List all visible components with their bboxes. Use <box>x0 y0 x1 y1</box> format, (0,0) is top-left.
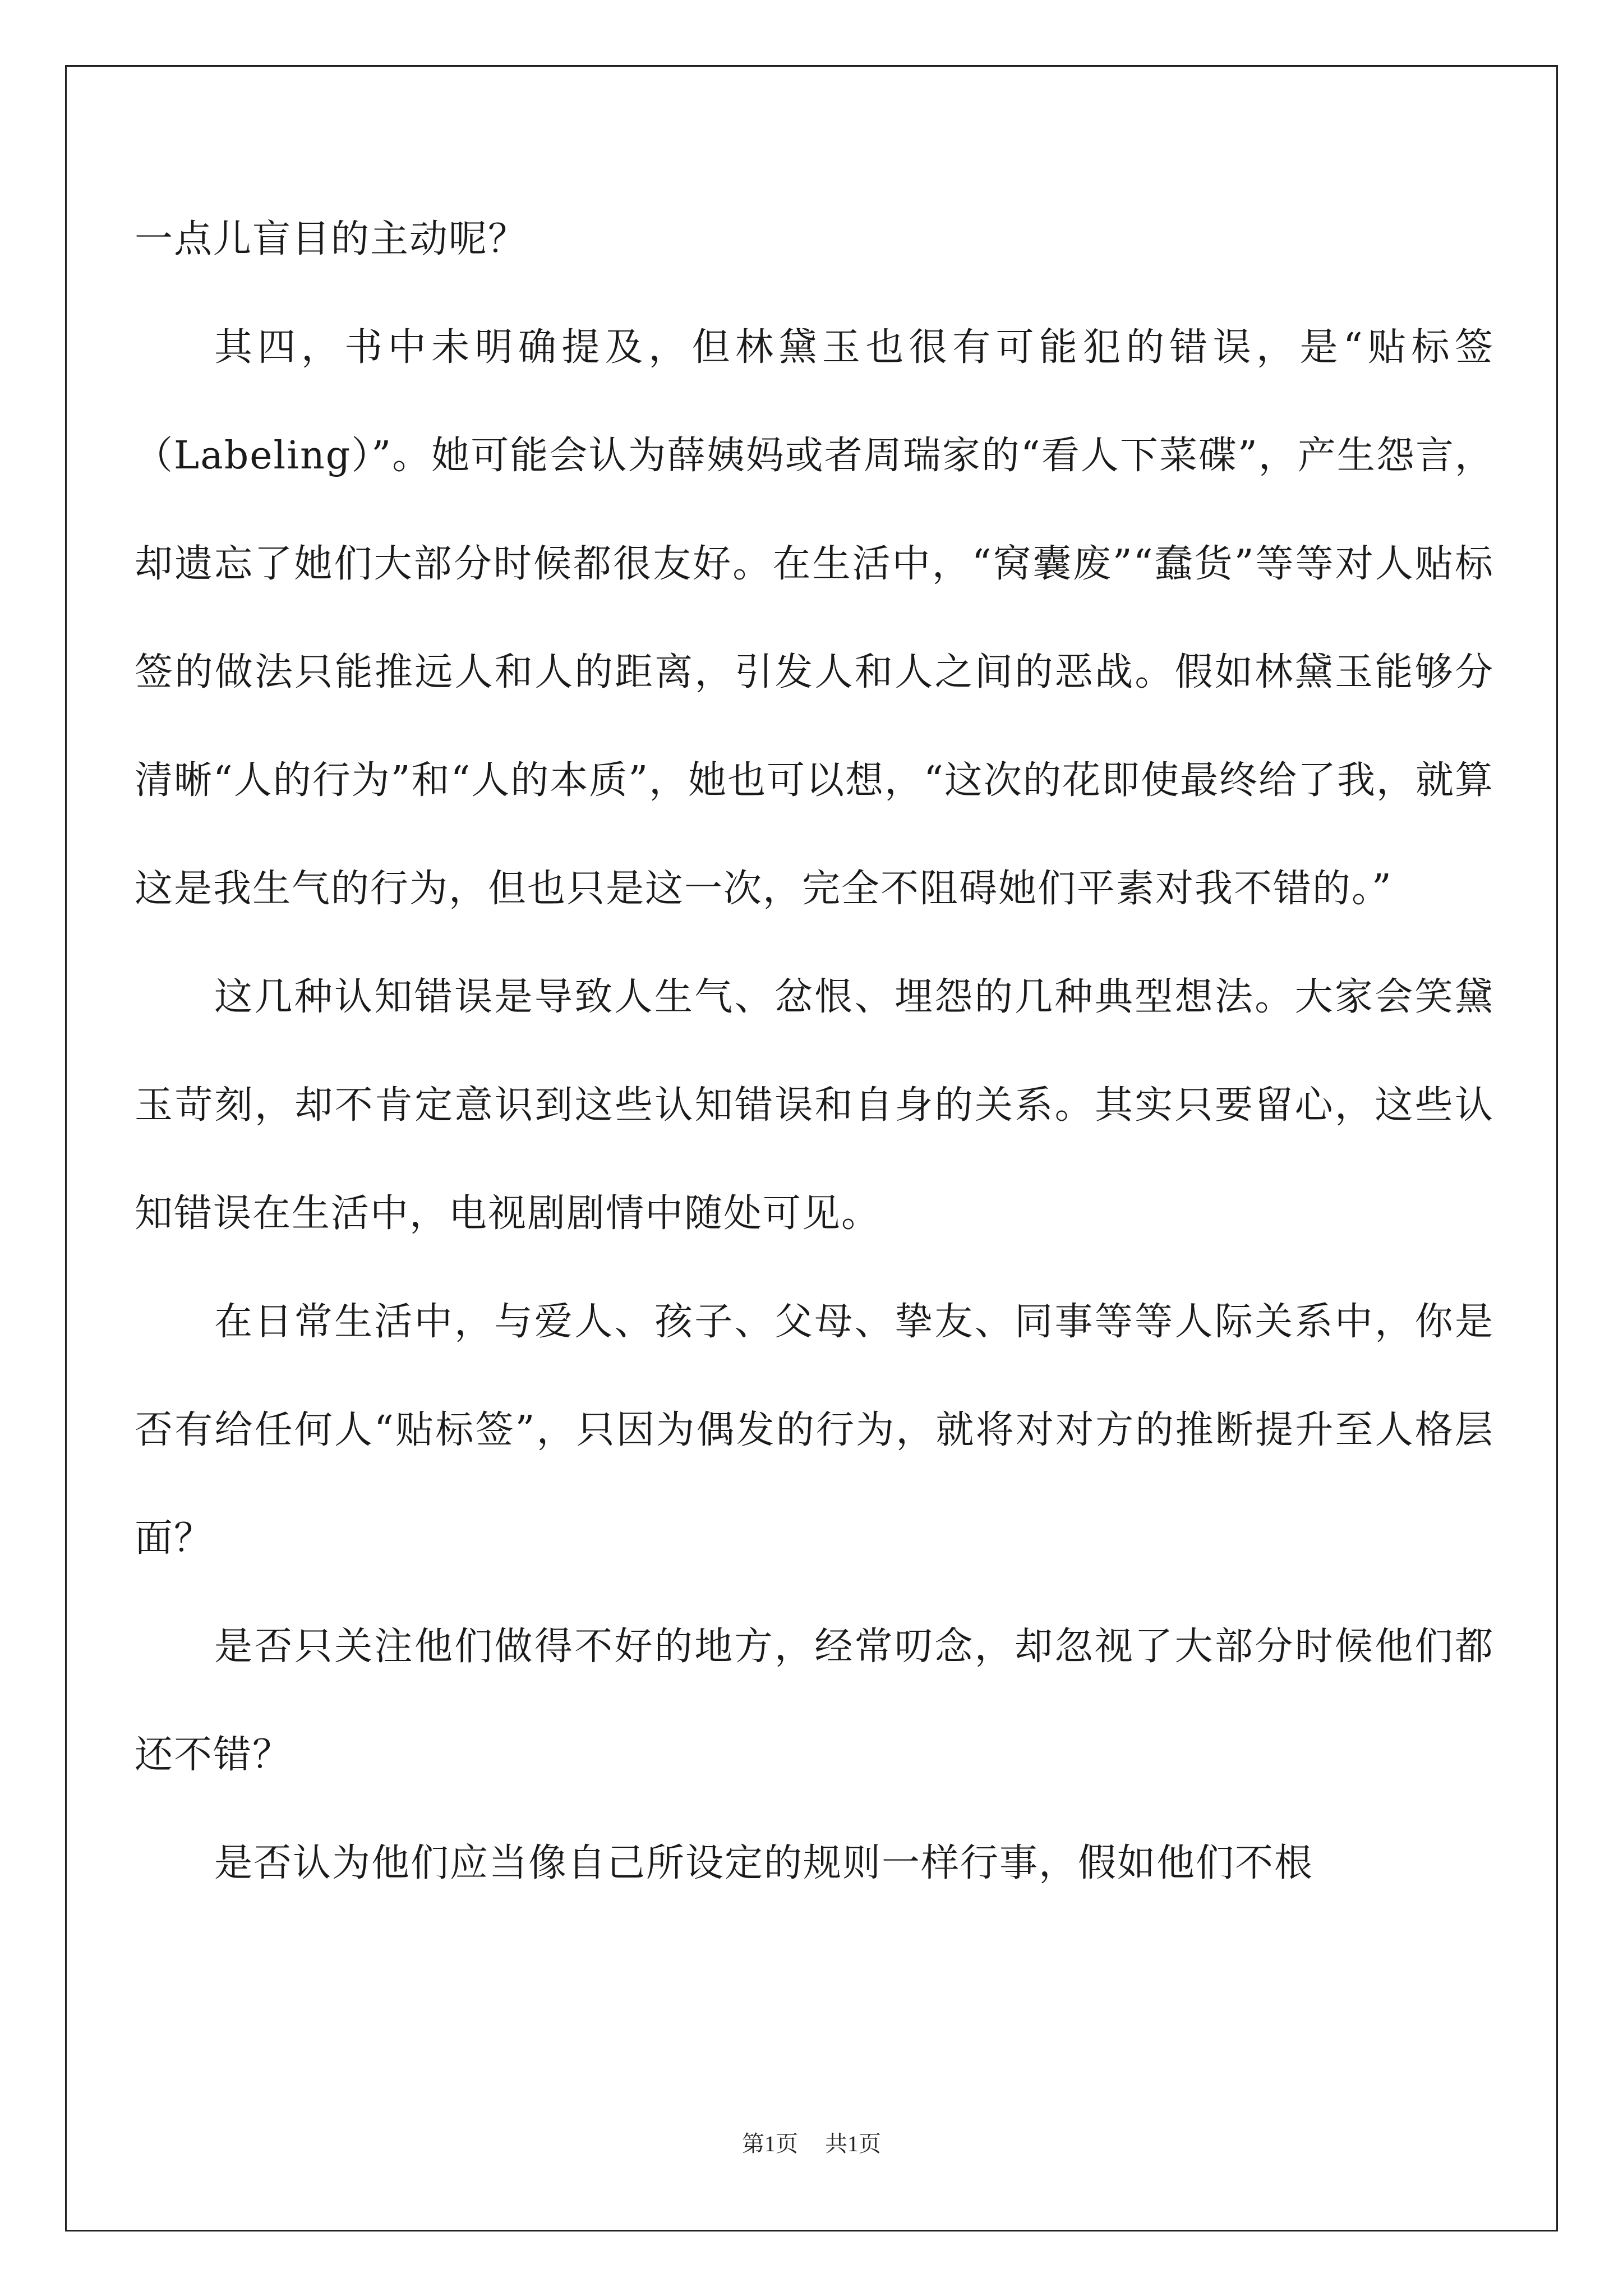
paragraph-daily-life-question: 在日常生活中，与爱人、孩子、父母、挚友、同事等等人际关系中，你是否有给任何人“贴标签”，只因为偶发的行为，就将对对方的推断提升至人格层面？ <box>135 1300 1494 1561</box>
page-footer <box>0 2126 1623 2158</box>
page-total: 共1页 <box>825 2131 881 2156</box>
paragraph-labeling: 其四，书中未明确提及，但林黛玉也很有可能犯的错误，是“贴标签（Labeling）”。她可能会认为薛姨妈或者周瑞家的“看人下菜碟”，产生怨言，却遗忘了她们大部分时候都很友好。在生活中，“窝囊废”“蠢货”等等对人贴标签的做法只能推远人和人的距离，引发人和人之间的恶战。假如林黛玉能够分清晰“人的行为”和“人的本质”，她也可以想，“这次的花即使最终给了我，就算这是我生气的行为，但也只是这一次，完全不阻碍她们平素对我不错的。” <box>135 325 1494 911</box>
paragraph-cognitive-errors: 这几种认知错误是导致人生气、忿恨、埋怨的几种典型想法。大家会笑黛玉苛刻，却不肯定意识到这些认知错误和自身的关系。其实只要留心，这些认知错误在生活中，电视剧剧情中随处可见。 <box>135 975 1494 1236</box>
document-body <box>135 185 1494 1917</box>
paragraph-continuation: 一点儿盲目的主动呢？ <box>135 217 528 261</box>
paragraph-rules-question: 是否认为他们应当像自己所设定的规则一样行事，假如他们不根 <box>214 1841 1314 1885</box>
paragraph-focus-question: 是否只关注他们做得不好的地方，经常叨念，却忽视了大部分时候他们都还不错？ <box>135 1625 1494 1777</box>
page-number: 第1页 <box>742 2131 798 2156</box>
